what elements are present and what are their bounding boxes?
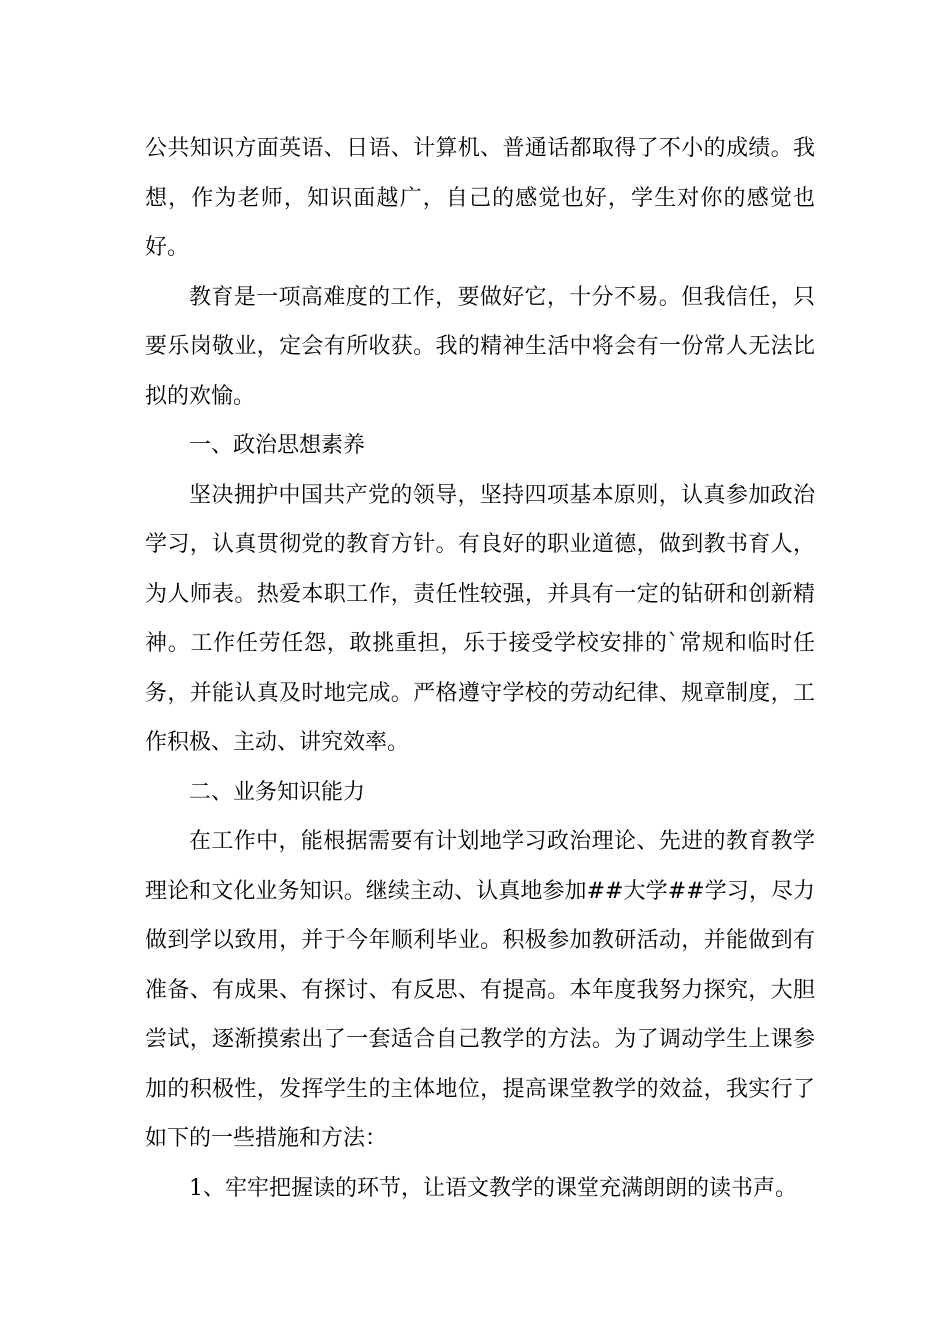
paragraph-political: 坚决拥护中国共产党的领导，坚持四项基本原则，认真参加政治学习，认真贯彻党的教育方针。有良好的职业道德，做到教书育人，为人师表。热爱本职工作，责任性较强，并具有一定的钻研和创新精神。工作任劳任怨，敢挑重担，乐于接受学校安排的`常规和临时任务，并能认真及时地完成。严格遵守学校的劳动纪律、规章制度，工作积极、主动、讲究效率。 xyxy=(145,482,815,755)
document-body xyxy=(145,124,815,1213)
list-item-reading: 1、牢牢把握读的环节，让语文教学的课堂充满朗朗的读书声。 xyxy=(189,1175,797,1201)
paragraph-business: 在工作中，能根据需要有计划地学习政治理论、先进的教育教学理论和文化业务知识。继续主动、认真地参加##大学##学习，尽力做到学以致用，并于今年顺利毕业。积极参加教研活动，并能做到有准备、有成果、有探讨、有反思、有提高。本年度我努力探究，大胆尝试，逐渐摸索出了一套适合自己教学的方法。为了调动学生上课参加的积极性，发挥学生的主体地位，提高课堂教学的效益，我实行了如下的一些措施和方法： xyxy=(145,829,815,1151)
section-heading-political: 一、政治思想素养 xyxy=(189,433,366,458)
section-heading-business: 二、业务知识能力 xyxy=(189,779,366,805)
paragraph-education: 教育是一项高难度的工作，要做好它，十分不易。但我信任，只要乐岗敬业，定会有所收获。我的精神生活中将会有一份常人无法比拟的欢愉。 xyxy=(145,284,815,409)
paragraph-continued: 公共知识方面英语、日语、计算机、普通话都取得了不小的成绩。我想，作为老师，知识面越广，自己的感觉也好，学生对你的感觉也好。 xyxy=(145,136,815,260)
